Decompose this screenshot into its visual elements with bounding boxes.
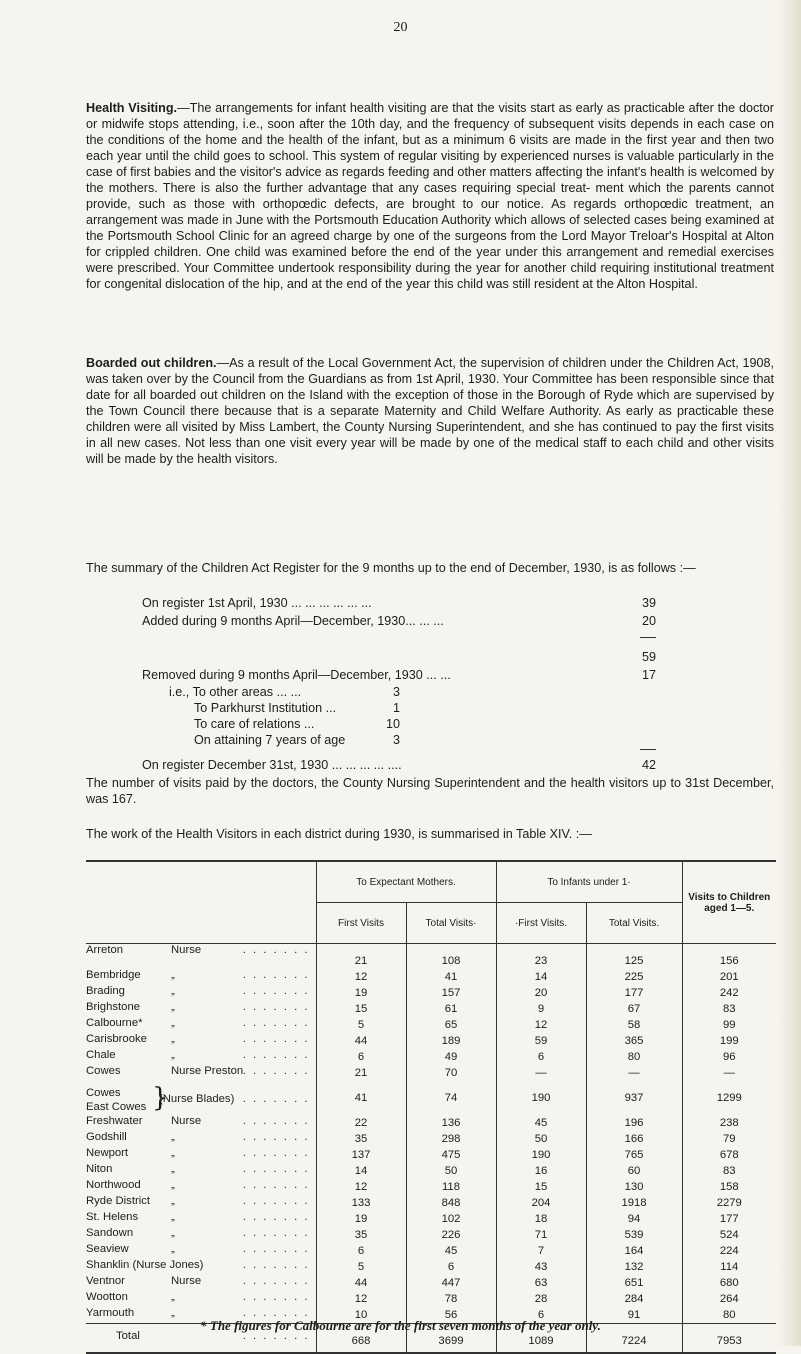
children-cell: 1299 <box>682 1081 776 1115</box>
mothers-first-cell: 5 <box>316 1017 406 1033</box>
table-row <box>86 1243 776 1259</box>
infants-first-cell: 20 <box>496 985 586 1001</box>
added-label: Added during 9 months April—December, 1930... ... ... <box>142 614 444 628</box>
infants-first-cell: 204 <box>496 1195 586 1211</box>
infants-total-cell: 1918 <box>586 1195 682 1211</box>
infants-first-cell: 6 <box>496 1307 586 1324</box>
leader-dots: . . . . . . . <box>242 969 310 981</box>
page-edge-shadow <box>777 0 801 1346</box>
table-row <box>86 1017 776 1033</box>
infants-total-cell: 225 <box>586 969 682 985</box>
children-cell: 83 <box>682 1163 776 1179</box>
removed-parkhurst-label: To Parkhurst Institution ... <box>194 701 337 715</box>
leader-dots: . . . . . . . <box>242 1163 310 1175</box>
visits-sentence: The number of visits paid by the doctors, the County Nursing Superintendent and the health visitors up to 31st December, was 167. <box>86 776 774 806</box>
mothers-total-cell: 447 <box>406 1275 496 1291</box>
infants-total-cell: 132 <box>586 1259 682 1275</box>
district-name: Ryde District <box>86 1195 151 1207</box>
infants-first-visits-header: ·First Visits. <box>496 903 586 944</box>
infants-total-cell: 365 <box>586 1033 682 1049</box>
mothers-total-cell: 65 <box>406 1017 496 1033</box>
children-cell: — <box>682 1065 776 1081</box>
table-row <box>86 1227 776 1243</box>
table-row <box>86 1147 776 1163</box>
summary-intro: The summary of the Children Act Register for the 9 months up to the end of December, 1930, is as follows :— <box>86 561 696 575</box>
infants-first-cell: 7 <box>496 1243 586 1259</box>
district-name: Shanklin (Nurse Jones) <box>86 1259 204 1271</box>
table-row <box>86 1163 776 1179</box>
infants-total-cell: 937 <box>586 1081 682 1115</box>
children-cell: 83 <box>682 1001 776 1017</box>
mothers-first-cell: 5 <box>316 1259 406 1275</box>
removed-relations-label: To care of relations ... <box>194 717 315 731</box>
infants-first-cell: — <box>496 1065 586 1081</box>
total-mothers-total: 3699 <box>406 1324 496 1354</box>
mothers-total-cell: 475 <box>406 1147 496 1163</box>
table-row <box>86 1081 776 1115</box>
leader-dots: . . . . . . . <box>242 1275 310 1287</box>
mothers-total-cell: 70 <box>406 1065 496 1081</box>
district-name: Carisbrooke <box>86 1033 147 1045</box>
boarded-out-text: —As a result of the Local Government Act, the supervision of children under the Children Act, 1908, was taken over by the Council from the Guardians as from 1st April, 1930. Your Committee has been responsible since that date for all boarded out children on the Island with the exception of those in the Borough of Ryde which are supervised by the Town Council there because that is a separate Maternity and Child Welfare Authority. As early as practicable these children were all visited by Miss Lambert, the County Nursing Superintendent, and she has continued to pay the first visits in all new cases. Not less than one visit every year will be made by one of the medical staff to each child and other visits will be made by the health visitors. <box>86 356 774 466</box>
leader-dots: . . . . . . . <box>242 1093 310 1105</box>
children-cell: 80 <box>682 1307 776 1324</box>
mothers-first-cell: 6 <box>316 1049 406 1065</box>
leader-dots: . . . . . . . <box>242 1131 310 1143</box>
table-row <box>86 1291 776 1307</box>
table-row <box>86 1065 776 1081</box>
infants-first-cell: 15 <box>496 1179 586 1195</box>
mothers-total-cell: 50 <box>406 1163 496 1179</box>
on-register-label: On register 1st April, 1930 ... ... ... ... ... ... <box>142 596 372 610</box>
table-row <box>86 1033 776 1049</box>
children-cell: 158 <box>682 1179 776 1195</box>
mothers-total-cell: 848 <box>406 1195 496 1211</box>
children-cell: 96 <box>682 1049 776 1065</box>
total-label: Total <box>116 1330 140 1342</box>
children-cell: 224 <box>682 1243 776 1259</box>
leader-dots: . . . . . . . <box>242 1049 310 1061</box>
table-row <box>86 985 776 1001</box>
district-name: Niton <box>86 1163 113 1175</box>
district-name: Ventnor <box>86 1275 125 1287</box>
on-register-value: 39 <box>641 596 656 610</box>
infants-total-cell: 58 <box>586 1017 682 1033</box>
district-name: Cowes <box>86 1087 121 1099</box>
leader-dots: . . . . . . . <box>242 1115 310 1127</box>
nurse-name: (Nurse Blades) <box>159 1093 235 1105</box>
nurse-name: Nurse Preston <box>171 1065 244 1077</box>
mothers-first-cell: 19 <box>316 1211 406 1227</box>
nurse-name: „ <box>171 1211 175 1223</box>
sum-rule-2 <box>640 749 656 750</box>
table-row <box>86 969 776 985</box>
mothers-first-cell: 44 <box>316 1275 406 1291</box>
mothers-total-cell: 108 <box>406 944 496 970</box>
leader-dots: . . . . . . . <box>242 1001 310 1013</box>
district-name: Freshwater <box>86 1115 143 1127</box>
district-name: Godshill <box>86 1131 127 1143</box>
removed-parkhurst-value: 1 <box>392 701 400 715</box>
table-row <box>86 1001 776 1017</box>
removed-other-areas-label: i.e., To other areas ... ... <box>169 685 302 699</box>
nurse-name: „ <box>171 1001 175 1013</box>
subtotal-value: 59 <box>641 650 656 664</box>
leader-dots: . . . . . . . <box>242 1211 310 1223</box>
table-row <box>86 1049 776 1065</box>
mothers-total-cell: 74 <box>406 1081 496 1115</box>
infants-first-cell: 28 <box>496 1291 586 1307</box>
mothers-total-cell: 6 <box>406 1259 496 1275</box>
total-infants-first: 1089 <box>496 1324 586 1354</box>
mothers-total-cell: 118 <box>406 1179 496 1195</box>
boarded-out-paragraph <box>86 355 774 467</box>
infants-total-cell: — <box>586 1065 682 1081</box>
mothers-first-cell: 6 <box>316 1243 406 1259</box>
nurse-name: Nurse <box>171 1115 202 1127</box>
district-name: Sandown <box>86 1227 134 1239</box>
district-name: Cowes <box>86 1065 121 1077</box>
boarded-out-heading: Boarded out children. <box>86 356 217 370</box>
mothers-first-cell: 41 <box>316 1081 406 1115</box>
leader-dots: . . . . . . . <box>242 1147 310 1159</box>
nurse-name: „ <box>171 1131 175 1143</box>
infants-first-cell: 63 <box>496 1275 586 1291</box>
infants-first-cell: 43 <box>496 1259 586 1275</box>
district-name: St. Helens <box>86 1211 139 1223</box>
health-visiting-heading: Health Visiting. <box>86 101 178 115</box>
leader-dots: . . . . . . . <box>242 1259 310 1271</box>
mothers-first-cell: 12 <box>316 1291 406 1307</box>
nurse-name: „ <box>171 1179 175 1191</box>
infants-first-cell: 6 <box>496 1049 586 1065</box>
mothers-total-cell: 157 <box>406 985 496 1001</box>
nurse-name: „ <box>171 1291 175 1303</box>
mothers-first-cell: 137 <box>316 1147 406 1163</box>
leader-dots: . . . . . . . <box>242 985 310 997</box>
infants-first-cell: 45 <box>496 1115 586 1131</box>
mothers-first-cell: 22 <box>316 1115 406 1131</box>
children-cell: 99 <box>682 1017 776 1033</box>
nurse-name: „ <box>171 1049 175 1061</box>
mothers-first-cell: 12 <box>316 969 406 985</box>
leader-dots: . . . . . . . <box>242 1227 310 1239</box>
children-cell: 199 <box>682 1033 776 1049</box>
leader-dots: . . . . . . . <box>242 1195 310 1207</box>
infants-total-cell: 765 <box>586 1147 682 1163</box>
mothers-first-cell: 14 <box>316 1163 406 1179</box>
district-header-blank <box>86 861 316 944</box>
infants-header: To Infants under 1· <box>496 861 682 903</box>
mothers-first-cell: 44 <box>316 1033 406 1049</box>
removed-age-value: 3 <box>392 733 400 747</box>
children-cell: 79 <box>682 1131 776 1147</box>
leader-dots: . . . . . . . <box>242 1033 310 1045</box>
mothers-total-cell: 45 <box>406 1243 496 1259</box>
mothers-total-cell: 298 <box>406 1131 496 1147</box>
district-name: Yarmouth <box>86 1307 135 1319</box>
leader-dots: . . . . . . . <box>242 1179 310 1191</box>
infants-first-cell: 16 <box>496 1163 586 1179</box>
table-row <box>86 1115 776 1131</box>
infants-first-cell: 50 <box>496 1131 586 1147</box>
children-cell: 678 <box>682 1147 776 1163</box>
infants-total-cell: 177 <box>586 985 682 1001</box>
table-row <box>86 1211 776 1227</box>
children-cell: 114 <box>682 1259 776 1275</box>
nurse-name: „ <box>171 1307 175 1319</box>
infants-total-cell: 94 <box>586 1211 682 1227</box>
district-name: Brading <box>86 985 125 997</box>
nurse-name: „ <box>171 1227 175 1239</box>
infants-first-cell: 18 <box>496 1211 586 1227</box>
health-visiting-paragraph <box>86 100 774 292</box>
infants-first-cell: 190 <box>496 1081 586 1115</box>
removed-value: 17 <box>641 668 656 682</box>
infants-total-cell: 60 <box>586 1163 682 1179</box>
nurse-name: „ <box>171 1243 175 1255</box>
mothers-first-cell: 10 <box>316 1307 406 1324</box>
nurse-name: Nurse <box>171 944 202 956</box>
table-row <box>86 1259 776 1275</box>
nurse-name: „ <box>171 969 175 981</box>
infants-first-cell: 12 <box>496 1017 586 1033</box>
mothers-first-cell: 12 <box>316 1179 406 1195</box>
leader-dots: . . . . . . . <box>242 1330 310 1342</box>
infants-total-cell: 164 <box>586 1243 682 1259</box>
table-intro: The work of the Health Visitors in each district during 1930, is summarised in Table XIV. :— <box>86 827 592 841</box>
table-row <box>86 1179 776 1195</box>
infants-first-cell: 9 <box>496 1001 586 1017</box>
children-cell: 238 <box>682 1115 776 1131</box>
mothers-first-cell: 133 <box>316 1195 406 1211</box>
final-register-value: 42 <box>641 758 656 772</box>
infants-total-cell: 67 <box>586 1001 682 1017</box>
infants-total-cell: 80 <box>586 1049 682 1065</box>
removed-label: Removed during 9 months April—December, 1930 ... ... <box>142 668 451 682</box>
mothers-total-visits-header: Total Visits· <box>406 903 496 944</box>
expectant-mothers-header: To Expectant Mothers. <box>316 861 496 903</box>
total-children: 7953 <box>682 1324 776 1354</box>
children-cell: 242 <box>682 985 776 1001</box>
infants-first-cell: 190 <box>496 1147 586 1163</box>
mothers-total-cell: 226 <box>406 1227 496 1243</box>
mothers-first-cell: 35 <box>316 1227 406 1243</box>
infants-first-cell: 71 <box>496 1227 586 1243</box>
nurse-name: „ <box>171 985 175 997</box>
district-name: Northwood <box>86 1179 141 1191</box>
mothers-first-cell: 15 <box>316 1001 406 1017</box>
district-name: Brighstone <box>86 1001 141 1013</box>
final-register-label: On register December 31st, 1930 ... ... ... ... .... <box>142 758 402 772</box>
infants-total-visits-header: Total Visits. <box>586 903 682 944</box>
district-name: Chale <box>86 1049 116 1061</box>
nurse-name: „ <box>171 1163 175 1175</box>
table-xiv <box>86 860 776 1354</box>
removed-age-label: On attaining 7 years of age <box>194 733 346 747</box>
mothers-first-cell: 35 <box>316 1131 406 1147</box>
mothers-total-cell: 49 <box>406 1049 496 1065</box>
mothers-first-cell: 21 <box>316 944 406 970</box>
table-row <box>86 1131 776 1147</box>
total-mothers-first: 668 <box>316 1324 406 1354</box>
nurse-name: „ <box>171 1033 175 1045</box>
infants-first-cell: 59 <box>496 1033 586 1049</box>
brace-glyph: } <box>152 1083 169 1113</box>
mothers-first-cell: 19 <box>316 985 406 1001</box>
district-name: Seaview <box>86 1243 129 1255</box>
infants-total-cell: 284 <box>586 1291 682 1307</box>
sum-rule-1 <box>640 637 656 638</box>
page-number: 20 <box>393 20 408 35</box>
infants-total-cell: 196 <box>586 1115 682 1131</box>
removed-relations-value: 10 <box>385 717 400 731</box>
mothers-total-cell: 56 <box>406 1307 496 1324</box>
children-cell: 524 <box>682 1227 776 1243</box>
mothers-total-cell: 78 <box>406 1291 496 1307</box>
mothers-total-cell: 61 <box>406 1001 496 1017</box>
infants-total-cell: 125 <box>586 944 682 970</box>
nurse-name: Nurse <box>171 1275 202 1287</box>
mothers-total-cell: 189 <box>406 1033 496 1049</box>
health-visiting-text: —The arrangements for infant health visiting are that the visits start as early as practicable after the doctor or midwife stops attending, i.e., soon after the 10th day, and the frequency of subsequent visits depends in each case on the conditions of the home and the health of the infant, but as a minimum 6 visits are made in the first year and then two each year until the child goes to school. This system of regular visiting by experienced nurses is valuable particularly in the case of first babies and the visitor's advice as regards feeding and other matters affecting the infant's health is welcomed by the mothers. There is also the further advantage that any cases requiring special treat- ment which the parents cannot provide, such as those with orthopœdic defects, are brought to our notice. As regards orthopœdic treatment, an arrangement was made in June with the Portsmouth Education Authority which allows of selected cases being examined at the Portsmouth School Clinic for an agreed charge by one of the surgeons from the Lord Mayor Treloar's Hospital at Alton for crippled children. One child was examined before the end of the year under this arrangement and remedial exercises were prescribed. Your Committee undertook responsibility during the year for another child requiring institutional treatment for congenital dislocation of the hip, and at the end of the year this child was still resident at the Alton Hospital. <box>86 101 774 291</box>
children-cell: 264 <box>682 1291 776 1307</box>
table-row <box>86 1195 776 1211</box>
district-name: East Cowes <box>86 1101 147 1113</box>
nurse-name: „ <box>171 1147 175 1159</box>
removed-other-areas-value: 3 <box>392 685 400 699</box>
footnote: * The figures for Calbourne are for the first seven months of the year only. <box>200 1318 601 1333</box>
mothers-first-cell: 21 <box>316 1065 406 1081</box>
leader-dots: . . . . . . . <box>242 944 310 956</box>
leader-dots: . . . . . . . <box>242 1017 310 1029</box>
infants-first-cell: 23 <box>496 944 586 970</box>
nurse-name: „ <box>171 1017 175 1029</box>
district-name: Wootton <box>86 1291 128 1303</box>
district-name: Arreton <box>86 944 124 956</box>
nurse-name: „ <box>171 1195 175 1207</box>
infants-first-cell: 14 <box>496 969 586 985</box>
children-cell: 680 <box>682 1275 776 1291</box>
infants-total-cell: 166 <box>586 1131 682 1147</box>
infants-total-cell: 130 <box>586 1179 682 1195</box>
total-infants-total: 7224 <box>586 1324 682 1354</box>
leader-dots: . . . . . . . <box>242 1065 310 1077</box>
table-row <box>86 1275 776 1291</box>
leader-dots: . . . . . . . <box>242 1307 310 1319</box>
leader-dots: . . . . . . . <box>242 1291 310 1303</box>
children-cell: 201 <box>682 969 776 985</box>
leader-dots: . . . . . . . <box>242 1243 310 1255</box>
district-name: Bembridge <box>86 969 141 981</box>
children-cell: 156 <box>682 944 776 970</box>
children-cell: 177 <box>682 1211 776 1227</box>
mothers-total-cell: 136 <box>406 1115 496 1131</box>
children-cell: 2279 <box>682 1195 776 1211</box>
mothers-total-cell: 102 <box>406 1211 496 1227</box>
infants-total-cell: 651 <box>586 1275 682 1291</box>
added-value: 20 <box>641 614 656 628</box>
infants-total-cell: 91 <box>586 1307 682 1324</box>
mothers-total-cell: 41 <box>406 969 496 985</box>
district-name: Calbourne* <box>86 1017 143 1029</box>
mothers-first-visits-header: First Visits <box>316 903 406 944</box>
children-header: Visits to Children aged 1—5. <box>682 861 776 944</box>
district-name: Newport <box>86 1147 129 1159</box>
table-row <box>86 944 776 970</box>
infants-total-cell: 539 <box>586 1227 682 1243</box>
